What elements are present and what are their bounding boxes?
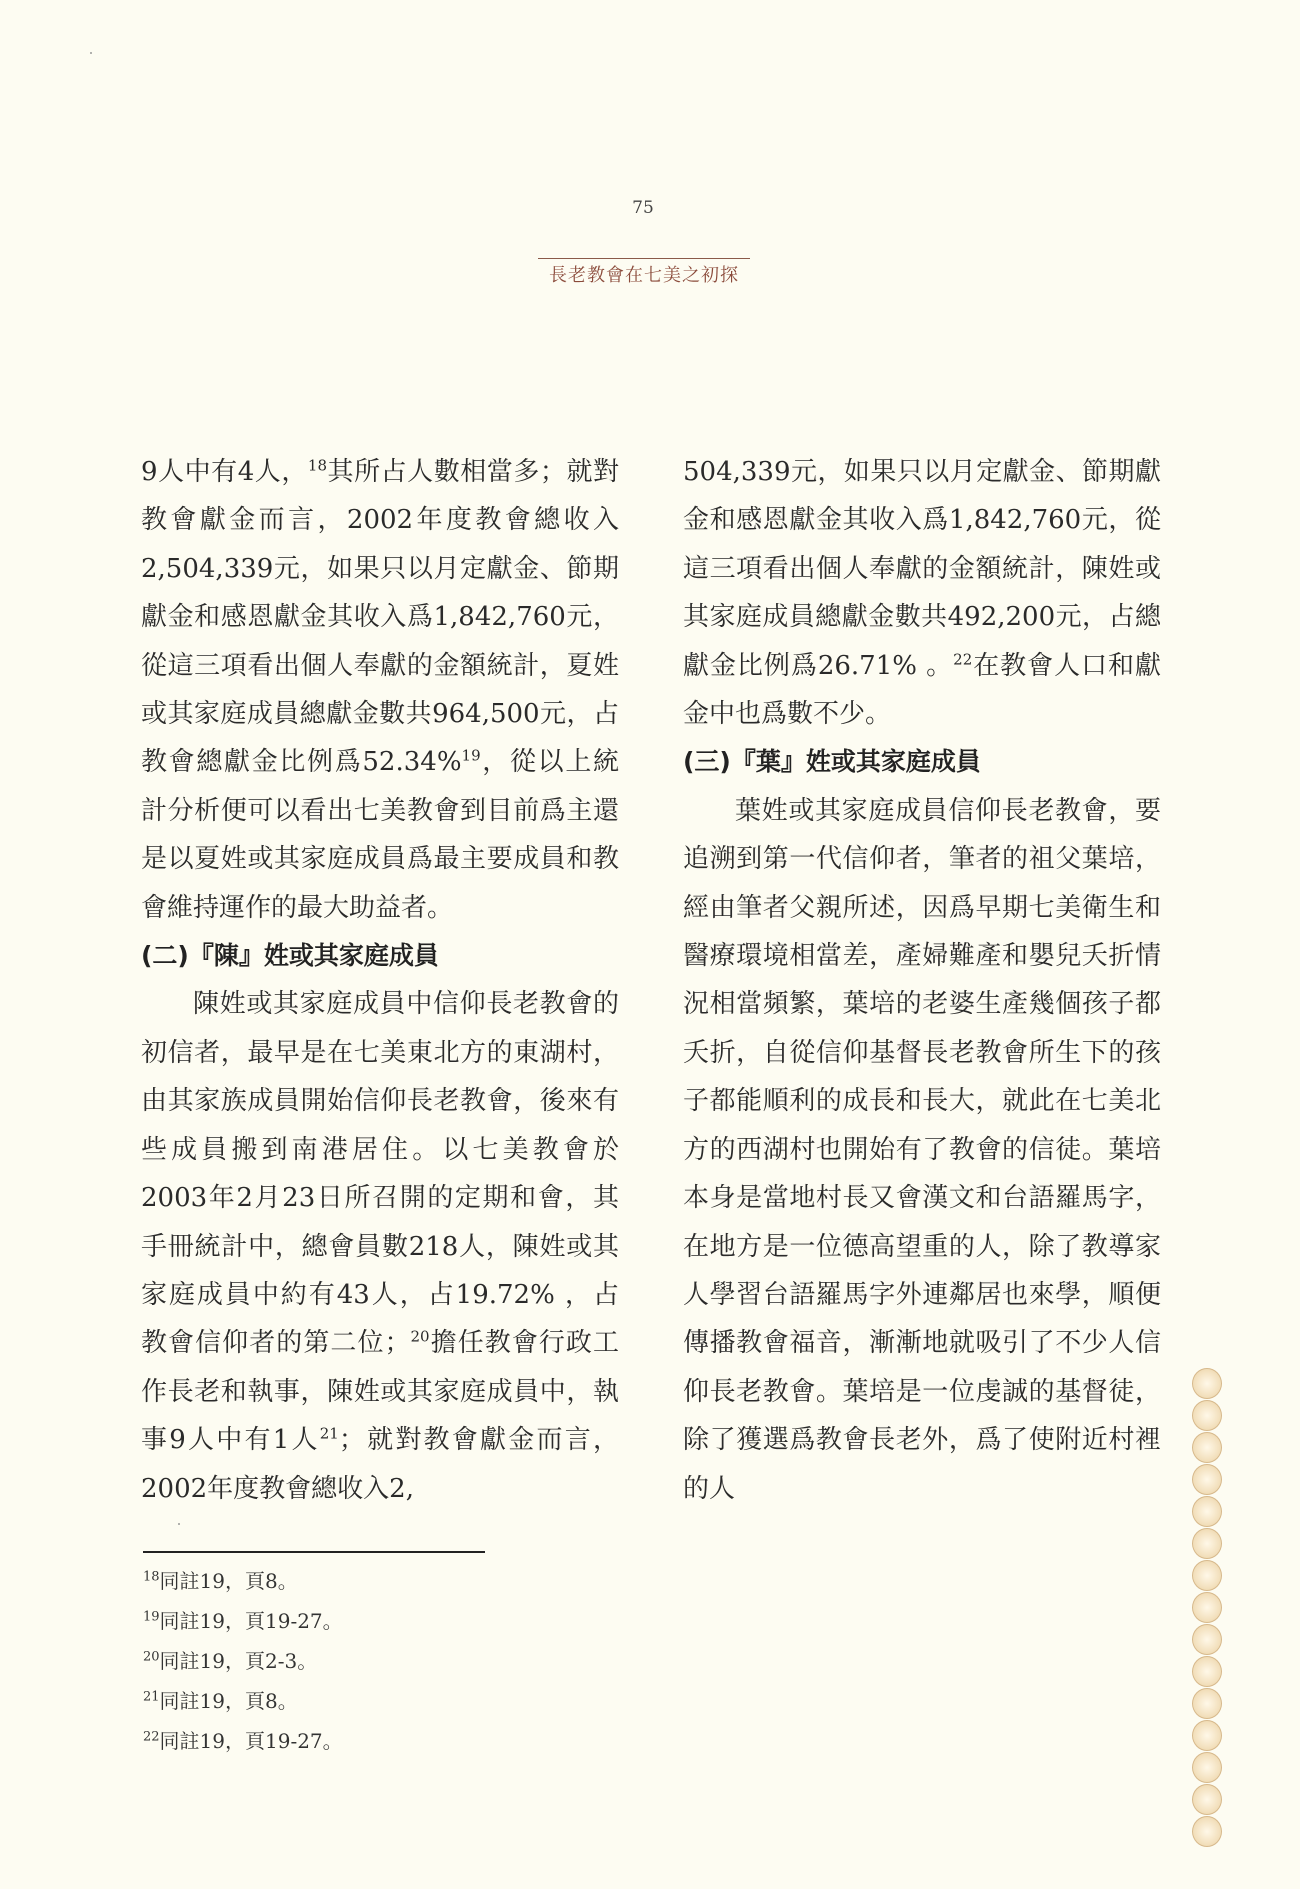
ornament-disc	[1192, 1784, 1222, 1815]
section-heading: (三)『葉』姓或其家庭成員	[683, 747, 981, 777]
running-head: 長老教會在七美之初探	[538, 258, 750, 287]
footnote	[143, 1561, 743, 1601]
footnote-text: 同註19，頁19-27。	[159, 1609, 343, 1633]
footnote-text: 同註19，頁8。	[159, 1689, 298, 1713]
ornament-disc	[1192, 1432, 1222, 1463]
footnote-number: 20	[143, 1649, 160, 1665]
ornament-disc	[1192, 1560, 1222, 1591]
scan-speck	[178, 1523, 180, 1525]
footnote-text: 同註19，頁2-3。	[159, 1649, 318, 1673]
text-run: 其所占人數相當多；就對教會獻金而言，2002年度教會總收入2,504,339元，如果只以月定獻金、節期獻金和感恩獻金其收入爲1,842,760元，從這三項看出個人奉獻的金額統計，夏姓或其家庭成員總獻金數共964,500元，占教會總獻金比例爲52.34%	[141, 457, 619, 778]
footnote-text: 同註19，頁19-27。	[159, 1729, 343, 1753]
text-run: 9人中有4人，	[141, 457, 308, 487]
ornament-disc	[1192, 1816, 1222, 1847]
footnote-ref[interactable]: 19	[461, 746, 481, 765]
footnote	[143, 1601, 743, 1641]
footnotes	[143, 1561, 743, 1761]
footnote-text: 同註19，頁8。	[159, 1569, 298, 1593]
text-run: ，從以上統計分析便可以看出七美教會到目前爲主還是以夏姓或其家庭成員爲最主要成員和教會維持運作的最大助益者。	[141, 747, 619, 923]
footnote-ref[interactable]: 22	[953, 649, 973, 668]
ornament-disc	[1192, 1496, 1222, 1527]
footnote-number: 21	[143, 1689, 160, 1705]
ornament-disc	[1192, 1688, 1222, 1719]
text-run: 擔任教會行政工作長老和執事，陳姓或其家庭成員中，執事9人中有1人	[141, 1328, 619, 1456]
footnote	[143, 1641, 743, 1681]
ornament-disc	[1192, 1528, 1222, 1559]
ornament-disc	[1192, 1656, 1222, 1687]
footnote-ref[interactable]: 18	[307, 456, 327, 475]
text-run: 陳姓或其家庭成員中信仰長老教會的初信者，最早是在七美東北方的東湖村，由其家族成員開始信仰長老教會，後來有些成員搬到南港居住。以七美教會於2003年2月23日所召開的定期和會，其手冊統計中，總會員數218人，陳姓或其家庭成員中約有43人，占19.72% ，占教會信仰者的第二位；	[141, 989, 619, 1359]
footnote-divider	[143, 1551, 485, 1553]
footnote	[143, 1721, 743, 1761]
page-number: 75	[632, 198, 654, 218]
footnote-ref[interactable]: 21	[319, 1424, 339, 1443]
left-column	[141, 448, 619, 1513]
text-run: 504,339元，如果只以月定獻金、節期獻金和感恩獻金其收入爲1,842,760元，從這三項看出個人奉獻的金額統計，陳姓或其家庭成員總獻金數共492,200元，占總獻金比例爲26.71% 。	[683, 457, 1161, 681]
paragraph	[141, 448, 619, 932]
footnote-number: 19	[143, 1609, 160, 1625]
ornament-disc	[1192, 1464, 1222, 1495]
ornament-disc	[1192, 1720, 1222, 1751]
scan-speck	[90, 52, 92, 54]
ornament-disc	[1192, 1400, 1222, 1431]
paragraph: 葉姓或其家庭成員信仰長老教會，要追溯到第一代信仰者，筆者的祖父葉培，經由筆者父親所述，因爲早期七美衛生和醫療環境相當差，產婦難產和嬰兒夭折情況相當頻繁，葉培的老婆生產幾個孩子都夭折，自從信仰基督長老教會所生下的孩子都能順利的成長和長大，就此在七美北方的西湖村也開始有了教會的信徒。葉培本身是當地村長又會漢文和台語羅馬字，在地方是一位德高望重的人，除了教導家人學習台語羅馬字外連鄰居也來學，順便傳播教會福音，漸漸地就吸引了不少人信仰長老教會。葉培是一位虔誠的基督徒，除了獲選爲教會長老外，爲了使附近村裡的人	[683, 795, 1161, 1504]
ornament-disc	[1192, 1624, 1222, 1655]
paragraph	[683, 448, 1161, 738]
text-run: 在教會人口和獻金中也爲數不少。	[683, 650, 1161, 730]
ornament-disc	[1192, 1368, 1222, 1399]
ornament-disc	[1192, 1752, 1222, 1783]
text-run: ；就對教會獻金而言，2002年度教會總收入2,	[141, 1425, 619, 1504]
footnote-number: 18	[143, 1569, 160, 1585]
margin-ornament	[1186, 1368, 1228, 1847]
ornament-disc	[1192, 1592, 1222, 1623]
right-column	[683, 448, 1161, 1513]
footnote	[143, 1681, 743, 1721]
section-heading: (二)『陳』姓或其家庭成員	[141, 941, 439, 971]
footnote-number: 22	[143, 1729, 160, 1745]
footnote-ref[interactable]: 20	[410, 1327, 430, 1346]
paragraph	[141, 980, 619, 1512]
